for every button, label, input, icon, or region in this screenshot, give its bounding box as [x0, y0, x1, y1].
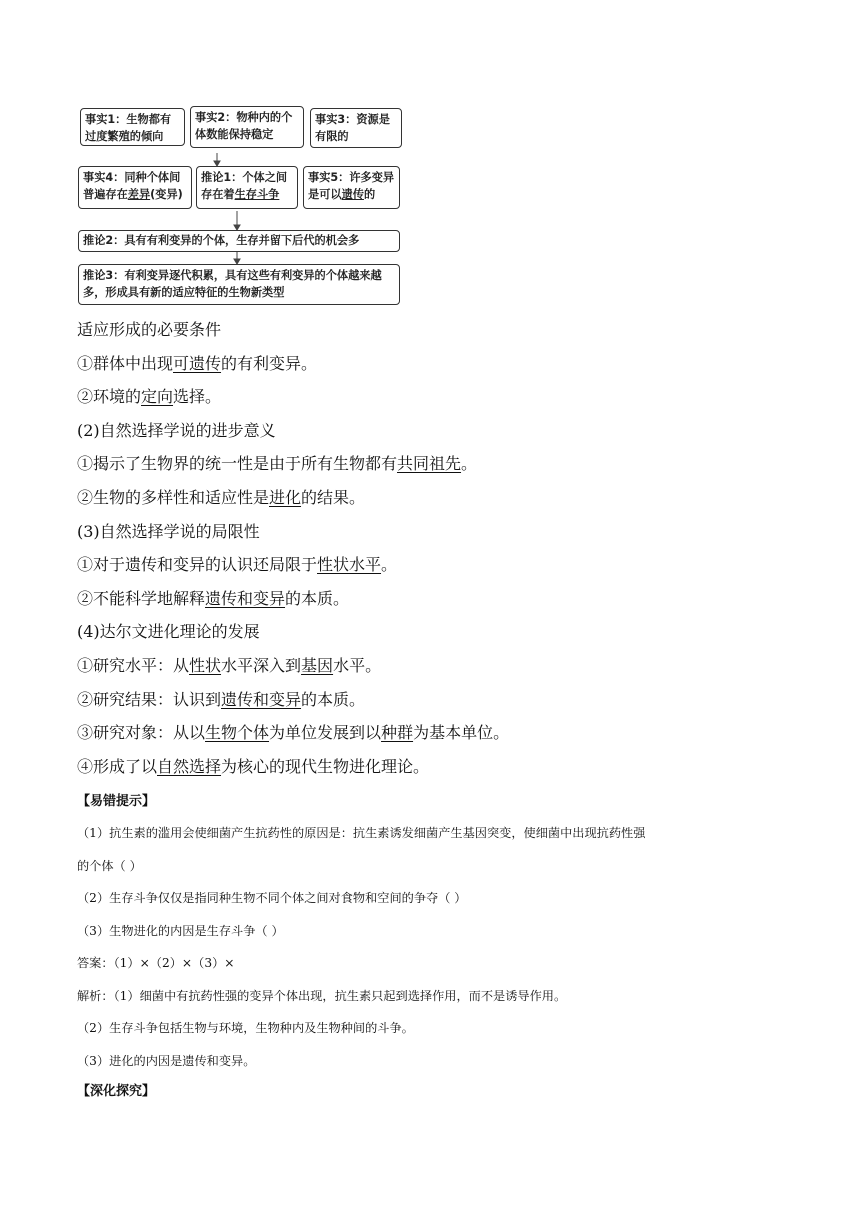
text: 水平深入到 [221, 655, 302, 675]
line-condition-2 [77, 380, 797, 414]
fact3-text: 事实3：资源是有限的 [315, 113, 390, 143]
text: 。 [381, 555, 398, 575]
fact5-box [303, 166, 400, 209]
inference2-box [78, 230, 400, 252]
line-condition-1 [77, 347, 797, 381]
line-development-3 [77, 716, 797, 750]
underlined-term: 基因 [301, 655, 334, 675]
text: 的本质。 [285, 588, 350, 608]
fact1-box [80, 108, 185, 146]
inference2-text: 推论2：具有有利变异的个体，生存并留下后代的机会多 [83, 234, 360, 247]
line-section-3-heading [77, 515, 797, 549]
text: 。 [461, 454, 478, 474]
explore-header: 【深化探究】 [77, 1084, 156, 1100]
text: 为单位发展到以 [269, 723, 382, 743]
line-section-2-heading [77, 414, 797, 448]
text: ①群体中出现 [77, 353, 174, 373]
underlined-term: 定向 [141, 387, 174, 407]
underlined-term: 共同祖先 [397, 454, 462, 474]
underlined-term: 性状 [189, 655, 222, 675]
explanation-2: （2）生存斗争包括生物与环境，生物种内及生物种间的斗争。 [77, 1021, 414, 1036]
underlined-term: 种群 [381, 723, 414, 743]
text: 水平。 [333, 655, 382, 675]
line-section-4-heading [77, 615, 797, 649]
text: 选择。 [173, 387, 222, 407]
line-limitation-1 [77, 548, 797, 582]
inference1-underlined: 生存斗争 [234, 188, 280, 201]
text: ①研究水平：从 [77, 655, 190, 675]
fact1-text: 事实1：生物都有过度繁殖的倾向 [85, 113, 172, 143]
text: ①对于遗传和变异的认识还局限于 [77, 555, 318, 575]
text: 适应形成的必要条件 [77, 320, 222, 339]
text: (4)达尔文进化理论的发展 [77, 622, 260, 642]
underlined-term: 遗传和变异 [221, 689, 302, 709]
underlined-term: 可遗传 [173, 353, 222, 373]
text: 为基本单位。 [413, 723, 510, 743]
line-development-4 [77, 750, 797, 784]
inference3-text: 推论3：有利变异逐代积累，具有这些有利变异的个体越来越多，形成具有新的适应特征的生物新类型 [83, 269, 382, 299]
mistake-q1-line1: （1）抗生素的滥用会使细菌产生抗药性的原因是：抗生素诱发细菌产生基因突变，使细菌中出现抗药性强 [77, 826, 646, 841]
text: ①揭示了生物界的统一性是由于所有生物都有 [77, 454, 398, 474]
text: ②不能科学地解释 [77, 588, 206, 608]
line-limitation-2 [77, 582, 797, 616]
text: 为核心的现代生物进化理论。 [221, 756, 430, 776]
content-body [77, 313, 797, 1107]
underlined-term: 进化 [269, 487, 302, 507]
underlined-term: 性状水平 [317, 555, 382, 575]
fact4-text: 事实4：同种个体间普遍存在 [83, 171, 181, 201]
fact5-text-end: 的 [363, 188, 376, 201]
mistake-q1-line2: 的个体（ ） [77, 858, 142, 873]
underlined-term: 生物个体 [205, 723, 270, 743]
fact3-box [310, 108, 402, 148]
text: (3)自然选择学说的局限性 [77, 521, 260, 541]
explanation-1: 解析：（1）细菌中有抗药性强的变异个体出现，抗生素只起到选择作用，而不是诱导作用。 [77, 988, 567, 1003]
answer-line: 答案：（1）×（2）×（3）× [77, 956, 235, 971]
line-development-2 [77, 683, 797, 717]
line-development-1 [77, 649, 797, 683]
text: ②研究结果：认识到 [77, 689, 222, 709]
fact2-box [190, 106, 304, 148]
text: ③研究对象：从以 [77, 723, 206, 743]
line-significance-1 [77, 447, 797, 481]
inference1-box [196, 166, 298, 209]
flowchart-figure [77, 100, 402, 306]
fact4-text-end: (变异) [150, 188, 183, 201]
text: 的有利变异。 [221, 353, 318, 373]
underlined-term: 自然选择 [157, 756, 222, 776]
fact4-underlined: 差异 [127, 188, 151, 201]
explanation-3: （3）进化的内因是遗传和变异。 [77, 1053, 256, 1068]
fact4-box [78, 166, 192, 209]
line-conditions-heading [77, 313, 797, 347]
line-significance-2 [77, 481, 797, 515]
underlined-term: 遗传和变异 [205, 588, 286, 608]
text: ②环境的 [77, 387, 142, 407]
fact2-text: 事实2：物种内的个体数能保持稳定 [195, 111, 293, 141]
mistake-q2: （2）生存斗争仅仅是指同种生物不同个体之间对食物和空间的争夺（ ） [77, 891, 467, 906]
text: ②生物的多样性和适应性是 [77, 487, 270, 507]
mistake-q3: （3）生物进化的内因是生存斗争（ ） [77, 923, 284, 938]
fact5-text: 事实5：许多变异是可以 [308, 171, 395, 201]
text: 的结果。 [301, 487, 366, 507]
mistakes-header: 【易错提示】 [77, 794, 156, 810]
fact5-underlined: 遗传 [341, 188, 364, 201]
text: 的本质。 [301, 689, 366, 709]
text: (2)自然选择学说的进步意义 [77, 420, 276, 440]
inference3-box [78, 264, 400, 305]
text: ④形成了以 [77, 756, 158, 776]
inference1-text: 推论1：个体之间存在着 [201, 171, 288, 201]
